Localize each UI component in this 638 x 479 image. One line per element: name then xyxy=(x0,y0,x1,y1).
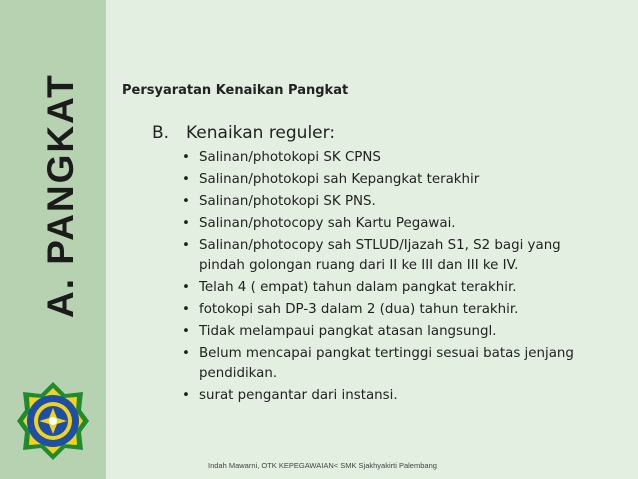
school-logo-icon xyxy=(15,380,91,462)
list-item xyxy=(182,236,602,276)
list-item-text: Belum mencapai pangkat tertinggi sesuai batas jenjang pendidikan. xyxy=(199,346,574,381)
bullet-icon: • xyxy=(182,216,190,231)
list-item xyxy=(182,148,602,168)
list-item xyxy=(182,322,602,342)
list-item-text: Salinan/photocopy sah Kartu Pegawai. xyxy=(199,216,456,231)
list-item-text: Salinan/photokopi sah Kepangkat terakhir xyxy=(199,172,480,187)
list-item xyxy=(182,300,602,320)
list-item xyxy=(182,170,602,190)
bullet-icon: • xyxy=(182,280,190,295)
section-title xyxy=(152,123,335,143)
bullet-icon: • xyxy=(182,172,190,187)
list-item-text: Salinan/photokopi SK PNS. xyxy=(199,194,376,209)
slide-heading: Persyaratan Kenaikan Pangkat xyxy=(122,83,349,98)
vertical-title: A. PANGKAT xyxy=(40,73,81,318)
list-item xyxy=(182,214,602,234)
list-item xyxy=(182,192,602,212)
list-item-text: Tidak melampaui pangkat atasan langsungl. xyxy=(199,324,497,339)
list-item-text: fotokopi sah DP-3 dalam 2 (dua) tahun terakhir. xyxy=(199,302,519,317)
sidebar xyxy=(0,0,106,479)
requirements-list xyxy=(182,148,602,408)
list-item-text: surat pengantar dari instansi. xyxy=(199,388,398,403)
section-label: Kenaikan reguler: xyxy=(186,123,336,143)
bullet-icon: • xyxy=(182,238,190,253)
bullet-icon: • xyxy=(182,388,190,403)
list-item-text: Telah 4 ( empat) tahun dalam pangkat terakhir. xyxy=(199,280,517,295)
bullet-icon: • xyxy=(182,324,190,339)
list-item-text: Salinan/photocopy sah STLUD/Ijazah S1, S2 bagi yang pindah golongan ruang dari II ke III dan III ke IV. xyxy=(199,238,561,273)
list-item xyxy=(182,386,602,406)
bullet-icon: • xyxy=(182,302,190,317)
list-item xyxy=(182,278,602,298)
bullet-icon: • xyxy=(182,346,190,361)
section-letter: B. xyxy=(152,123,170,143)
bullet-icon: • xyxy=(182,194,190,209)
bullet-icon: • xyxy=(182,150,190,165)
footer-text: Indah Mawarni, OTK KEPEGAWAIAN< SMK Sjakhyakirti Palembang xyxy=(208,461,437,470)
list-item xyxy=(182,344,602,384)
list-item-text: Salinan/photokopi SK CPNS xyxy=(199,150,381,165)
